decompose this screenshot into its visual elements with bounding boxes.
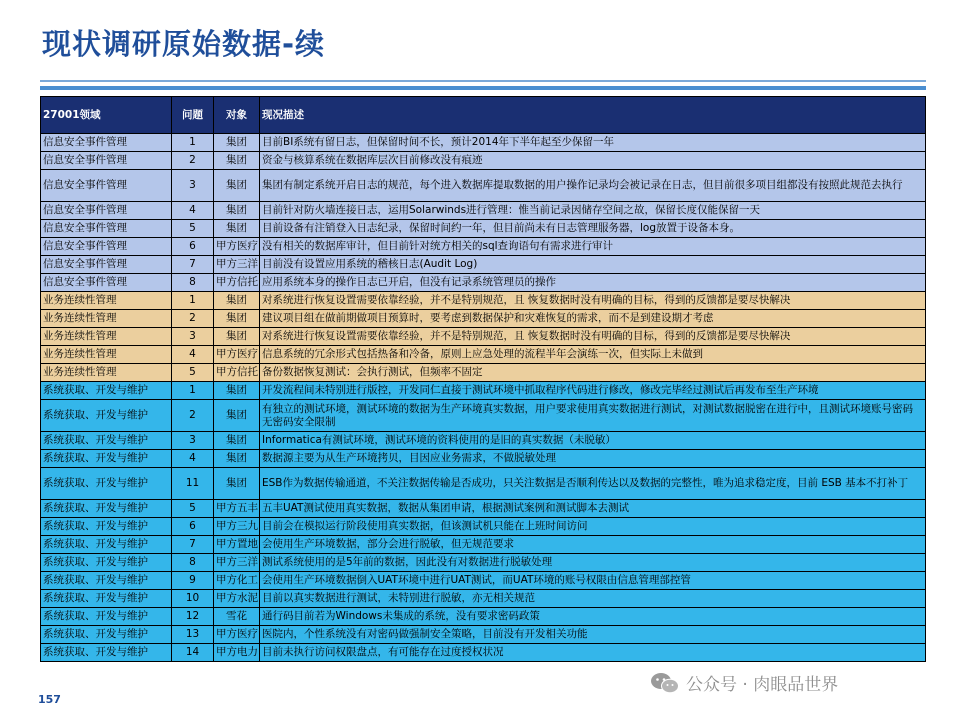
cell-object: 集团 — [214, 292, 260, 310]
cell-domain: 业务连续性管理 — [41, 346, 172, 364]
table-row — [41, 292, 926, 310]
wechat-icon — [650, 672, 680, 694]
cell-issue-number: 5 — [172, 364, 214, 382]
cell-issue-number: 3 — [172, 328, 214, 346]
cell-object: 集团 — [214, 328, 260, 346]
cell-description: 有独立的测试环境，测试环境的数据为生产环境真实数据，用户要求使用真实数据进行测试，对测试数据脱密在进行中，且测试环境账号密码无密码安全限制 — [260, 400, 926, 432]
cell-description: 信息系统的冗余形式包括热备和冷备，原则上应急处理的流程半年会演练一次，但实际上未做到 — [260, 346, 926, 364]
cell-description: 目前未执行访问权限盘点，有可能存在过度授权状况 — [260, 644, 926, 662]
cell-issue-number: 4 — [172, 450, 214, 468]
cell-domain: 信息安全事件管理 — [41, 256, 172, 274]
cell-issue-number: 9 — [172, 572, 214, 590]
cell-domain: 信息安全事件管理 — [41, 274, 172, 292]
cell-description: 建议项目组在做前期做项目预算时，要考虑到数据保护和灾难恢复的需求，而不是到建设期才考虑 — [260, 310, 926, 328]
table-row — [41, 382, 926, 400]
cell-issue-number: 4 — [172, 202, 214, 220]
cell-object: 集团 — [214, 450, 260, 468]
cell-issue-number: 2 — [172, 152, 214, 170]
cell-object: 甲方医疗 — [214, 238, 260, 256]
cell-domain: 信息安全事件管理 — [41, 238, 172, 256]
cell-description: 应用系统本身的操作日志已开启，但没有记录系统管理员的操作 — [260, 274, 926, 292]
cell-description: 对系统进行恢复设置需要依靠经验，并不是特别规范，且 恢复数据时没有明确的目标，得到的反馈都是要尽快解决 — [260, 292, 926, 310]
table-row — [41, 500, 926, 518]
cell-issue-number: 3 — [172, 432, 214, 450]
cell-description: 数据源主要为从生产环境拷贝，目因应业务需求，不做脱敏处理 — [260, 450, 926, 468]
cell-object: 甲方化工 — [214, 572, 260, 590]
cell-description: 目前以真实数据进行测试，未特别进行脱敏，亦无相关规范 — [260, 590, 926, 608]
cell-domain: 业务连续性管理 — [41, 328, 172, 346]
table-row — [41, 400, 926, 432]
table-row — [41, 220, 926, 238]
table-row — [41, 202, 926, 220]
header-description: 现况描述 — [260, 97, 926, 134]
title-divider-thick — [40, 86, 926, 90]
cell-domain: 业务连续性管理 — [41, 292, 172, 310]
table-row — [41, 450, 926, 468]
table-row — [41, 572, 926, 590]
cell-issue-number: 1 — [172, 382, 214, 400]
cell-issue-number: 14 — [172, 644, 214, 662]
table-row — [41, 310, 926, 328]
cell-object: 甲方三洋 — [214, 256, 260, 274]
cell-domain: 信息安全事件管理 — [41, 152, 172, 170]
cell-object: 集团 — [214, 432, 260, 450]
cell-object: 甲方水泥 — [214, 590, 260, 608]
cell-domain: 信息安全事件管理 — [41, 134, 172, 152]
cell-description: 目前BI系统有留日志，但保留时间不长，预计2014年下半年起至少保留一年 — [260, 134, 926, 152]
table-row — [41, 134, 926, 152]
cell-object: 甲方三洋 — [214, 554, 260, 572]
header-domain: 27001领域 — [41, 97, 172, 134]
cell-issue-number: 5 — [172, 500, 214, 518]
table-header-row — [41, 97, 926, 134]
cell-object: 集团 — [214, 152, 260, 170]
cell-object: 雪花 — [214, 608, 260, 626]
cell-description: 集团有制定系统开启日志的规范，每个进入数据库提取数据的用户操作记录均会被记录在日志，但目前很多项目组都没有按照此规范去执行 — [260, 170, 926, 202]
cell-domain: 系统获取、开发与维护 — [41, 590, 172, 608]
cell-description: 目前会在模拟运行阶段使用真实数据，但该测试机只能在上班时间访问 — [260, 518, 926, 536]
cell-domain: 业务连续性管理 — [41, 364, 172, 382]
cell-description: 医院内，个性系统没有对密码做强制安全策略，目前没有开发相关功能 — [260, 626, 926, 644]
table-row — [41, 644, 926, 662]
cell-issue-number: 7 — [172, 256, 214, 274]
table-row — [41, 608, 926, 626]
cell-issue-number: 6 — [172, 518, 214, 536]
cell-object: 集团 — [214, 202, 260, 220]
header-issue: 问题 — [172, 97, 214, 134]
cell-description: 五丰UAT测试使用真实数据，数据从集团申请，根据测试案例和测试脚本去测试 — [260, 500, 926, 518]
cell-domain: 信息安全事件管理 — [41, 170, 172, 202]
cell-object: 集团 — [214, 400, 260, 432]
table-row — [41, 274, 926, 292]
table-row — [41, 468, 926, 500]
cell-issue-number: 1 — [172, 134, 214, 152]
table-row — [41, 238, 926, 256]
cell-issue-number: 1 — [172, 292, 214, 310]
cell-object: 甲方信托 — [214, 364, 260, 382]
table-row — [41, 590, 926, 608]
cell-description: 通行码目前若为Windows未集成的系统，没有要求密码政策 — [260, 608, 926, 626]
cell-issue-number: 4 — [172, 346, 214, 364]
cell-issue-number: 12 — [172, 608, 214, 626]
page-number: 157 — [38, 693, 61, 706]
cell-domain: 系统获取、开发与维护 — [41, 572, 172, 590]
title-divider-thin — [40, 80, 926, 82]
table-row — [41, 364, 926, 382]
cell-object: 甲方三九 — [214, 518, 260, 536]
cell-object: 甲方医疗 — [214, 346, 260, 364]
cell-description: 备份数据恢复测试：会执行测试，但频率不固定 — [260, 364, 926, 382]
table-row — [41, 346, 926, 364]
cell-description: 没有相关的数据库审计，但目前针对统方相关的sql查询语句有需求进行审计 — [260, 238, 926, 256]
cell-domain: 系统获取、开发与维护 — [41, 468, 172, 500]
table-row — [41, 328, 926, 346]
watermark — [650, 670, 838, 695]
table-row — [41, 536, 926, 554]
cell-domain: 系统获取、开发与维护 — [41, 608, 172, 626]
cell-object: 集团 — [214, 134, 260, 152]
cell-description: 对系统进行恢复设置需要依靠经验，并不是特别规范，且 恢复数据时没有明确的目标，得到的反馈都是要尽快解决 — [260, 328, 926, 346]
cell-object: 甲方置地 — [214, 536, 260, 554]
cell-issue-number: 3 — [172, 170, 214, 202]
header-object: 对象 — [214, 97, 260, 134]
cell-description: 会使用生产环境数据倒入UAT环境中进行UAT测试，而UAT环境的账号权限由信息管理部控管 — [260, 572, 926, 590]
cell-domain: 系统获取、开发与维护 — [41, 400, 172, 432]
cell-domain: 系统获取、开发与维护 — [41, 518, 172, 536]
cell-issue-number: 8 — [172, 274, 214, 292]
cell-issue-number: 2 — [172, 310, 214, 328]
cell-domain: 系统获取、开发与维护 — [41, 626, 172, 644]
cell-domain: 系统获取、开发与维护 — [41, 554, 172, 572]
table-row — [41, 152, 926, 170]
cell-description: 目前设备有注销登入日志纪录，保留时间约一年，但目前尚未有日志管理服务器，log放置于设备本身。 — [260, 220, 926, 238]
watermark-text: 公众号 · 肉眼品世界 — [686, 675, 839, 695]
cell-domain: 系统获取、开发与维护 — [41, 644, 172, 662]
cell-object: 甲方五丰 — [214, 500, 260, 518]
cell-domain: 系统获取、开发与维护 — [41, 500, 172, 518]
cell-issue-number: 11 — [172, 468, 214, 500]
table-row — [41, 170, 926, 202]
cell-object: 集团 — [214, 468, 260, 500]
cell-description: 目前没有设置应用系统的稽核日志(Audit Log) — [260, 256, 926, 274]
cell-description: ESB作为数据传输通道，不关注数据传输是否成功，只关注数据是否顺利传达以及数据的完整性，唯为追求稳定度，目前 ESB 基本不打补丁 — [260, 468, 926, 500]
table-row — [41, 432, 926, 450]
cell-description: 开发流程间未特别进行版控，开发同仁直接于测试环境中抓取程序代码进行修改，修改完毕经过测试后再发布至生产环境 — [260, 382, 926, 400]
page-title: 现状调研原始数据-续 — [42, 27, 326, 61]
cell-domain: 信息安全事件管理 — [41, 220, 172, 238]
cell-object: 集团 — [214, 170, 260, 202]
cell-domain: 系统获取、开发与维护 — [41, 432, 172, 450]
cell-domain: 系统获取、开发与维护 — [41, 450, 172, 468]
cell-domain: 信息安全事件管理 — [41, 202, 172, 220]
cell-issue-number: 6 — [172, 238, 214, 256]
table-row — [41, 554, 926, 572]
cell-issue-number: 10 — [172, 590, 214, 608]
survey-data-table — [40, 96, 926, 662]
cell-description: 测试系统使用的是5年前的数据，因此没有对数据进行脱敏处理 — [260, 554, 926, 572]
cell-object: 集团 — [214, 310, 260, 328]
cell-description: 资金与核算系统在数据库层次目前修改没有痕迹 — [260, 152, 926, 170]
cell-issue-number: 7 — [172, 536, 214, 554]
cell-description: Informatica有测试环境，测试环境的资料使用的是旧的真实数据（未脱敏） — [260, 432, 926, 450]
cell-description: 目前针对防火墙连接日志，运用Solarwinds进行管理：惟当前记录因储存空间之故，保留长度仅能保留一天 — [260, 202, 926, 220]
cell-description: 会使用生产环境数据，部分会进行脱敏，但无规范要求 — [260, 536, 926, 554]
cell-object: 集团 — [214, 220, 260, 238]
cell-domain: 业务连续性管理 — [41, 310, 172, 328]
cell-issue-number: 5 — [172, 220, 214, 238]
cell-issue-number: 2 — [172, 400, 214, 432]
table-row — [41, 518, 926, 536]
table-row — [41, 256, 926, 274]
cell-domain: 系统获取、开发与维护 — [41, 536, 172, 554]
cell-issue-number: 13 — [172, 626, 214, 644]
table-row — [41, 626, 926, 644]
cell-object: 甲方电力 — [214, 644, 260, 662]
cell-object: 甲方医疗 — [214, 626, 260, 644]
cell-object: 甲方信托 — [214, 274, 260, 292]
cell-issue-number: 8 — [172, 554, 214, 572]
cell-domain: 系统获取、开发与维护 — [41, 382, 172, 400]
cell-object: 集团 — [214, 382, 260, 400]
